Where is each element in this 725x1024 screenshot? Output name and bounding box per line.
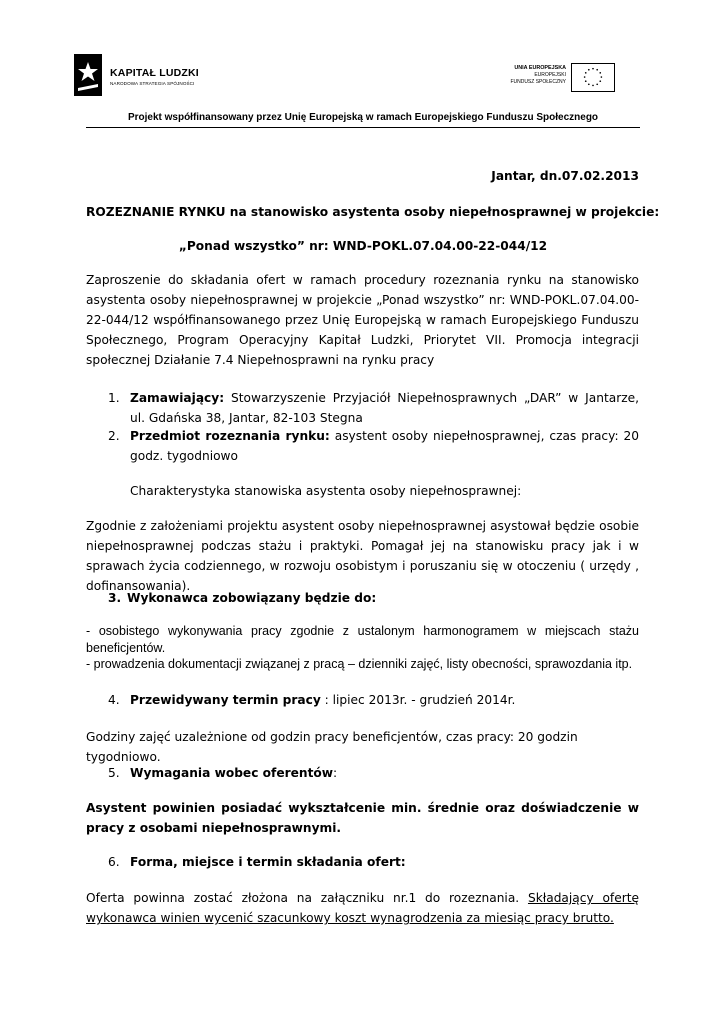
item1-label: Zamawiający: (130, 391, 225, 405)
item4-number: 4. (108, 693, 120, 707)
item1-paragraph (130, 388, 639, 428)
eu-logo (509, 63, 617, 93)
document-subtitle: „Ponad wszystko” nr: WND-POKL.07.04.00-22-044/12 (178, 239, 548, 253)
duty-1: - osobistego wykonywania pracy zgodnie z ustalonym harmonogramem w miejscach stażu beneficjentów. (86, 624, 639, 655)
eu-logo-line1: UNIA EUROPEJSKA (514, 65, 566, 71)
logo-left-name: KAPITAŁ LUDZKI (110, 67, 199, 79)
item6-label: Forma, miejsce i termin składania ofert: (130, 855, 406, 869)
item2-label: Przedmiot rozeznania rynku: (130, 429, 330, 443)
item5-label: Wymagania wobec oferentów (130, 766, 334, 780)
item3-label: Wykonawca zobowiązany będzie do: (127, 591, 377, 605)
item4-label: Przewidywany termin pracy (130, 693, 321, 707)
item3-number: 3. (108, 591, 122, 605)
intro-paragraph: Zaproszenie do składania ofert w ramach procedury rozeznania rynku na stanowisko asystenta osoby niepełnosprawnej w projekcie „Ponad wszystko” nr: WND-POKL.07.04.00-22-044/12 współfinansowanego przez Unię Europejską w ramach Europejskiego Funduszu Społecznego, Program Operacyjny Kapitał Ludzki, Priorytet VII. Promocja integracji społecznej Działanie 7.4 Niepełnosprawni na rynku pracy (86, 273, 639, 367)
header-divider (86, 127, 640, 128)
hours-paragraph: Godziny zajęć uzależnione od godzin pracy beneficjentów, czas pracy: 20 godzin tygodniowo. (86, 730, 578, 764)
cofinancing-line: Projekt współfinansowany przez Unię Europejską w ramach Europejskiego Funduszu Społecznego (127, 112, 599, 123)
item5-paragraph (130, 763, 639, 783)
eu-flag-icon (571, 63, 615, 92)
document-title: ROZEZNANIE RYNKU na stanowisko asystenta osoby niepełnosprawnej w projekcie: (86, 205, 660, 219)
eu-logo-text (509, 65, 566, 86)
offer-paragraph (86, 888, 639, 928)
characteristic-paragraph: Zgodnie z założeniami projektu asystent osoby niepełnosprawnej asystował będzie osobie niepełnosprawnej podczas stażu i praktyki. Pomagał jej na stanowisku pracy jak i w sprawach życia codziennego, w rozwoju osobistym i poruszaniu się w otoczeniu ( urzędy , dofinansowania). (86, 519, 639, 593)
place-date: Jantar, dn.07.02.2013 (491, 169, 639, 183)
offer-text-plain: Oferta powinna zostać złożona na załączniku nr.1 do rozeznania. (86, 891, 528, 905)
item2-paragraph (130, 426, 639, 466)
eu-logo-line3: FUNDUSZ SPOŁECZNY (510, 79, 566, 85)
duty-2: - prowadzenia dokumentacji związanej z pracą – dzienniki zajęć, listy obecności, sprawozdania itp. (86, 657, 633, 671)
offer-text-underlined: Składający ofertę wykonawca winien wycenić szacunkowy koszt wynagrodzenia za miesiąc pracy brutto. (86, 891, 639, 925)
item5-colon: : (333, 766, 338, 780)
item6-number: 6. (108, 855, 120, 869)
eu-logo-line2: EUROPEJSKI (534, 72, 566, 78)
logo-left-subtitle: NARODOWA STRATEGIA SPÓJNOŚCI (110, 81, 195, 86)
characteristic-heading: Charakterystyka stanowiska asystenta osoby niepełnosprawnej: (130, 484, 522, 498)
item1-text: Stowarzyszenie Przyjaciół Niepełnosprawnych „DAR” w Jantarze, ul. Gdańska 38, Jantar, 82-103 Stegna (130, 391, 639, 425)
requirements-paragraph: Asystent powinien posiadać wykształcenie min. średnie oraz doświadczenie w pracy z osobami niepełnosprawnymi. (86, 801, 639, 835)
item4-paragraph (130, 690, 639, 710)
item2-text: asystent osoby niepełnosprawnej, czas pracy: 20 godz. tygodniowo (130, 429, 639, 463)
kapital-ludzki-emblem-icon (74, 54, 102, 96)
item5-number: 5. (108, 766, 120, 780)
item2-number: 2. (108, 429, 120, 443)
item1-number: 1. (108, 391, 120, 405)
item4-text: : lipiec 2013r. - grudzień 2014r. (320, 693, 516, 707)
